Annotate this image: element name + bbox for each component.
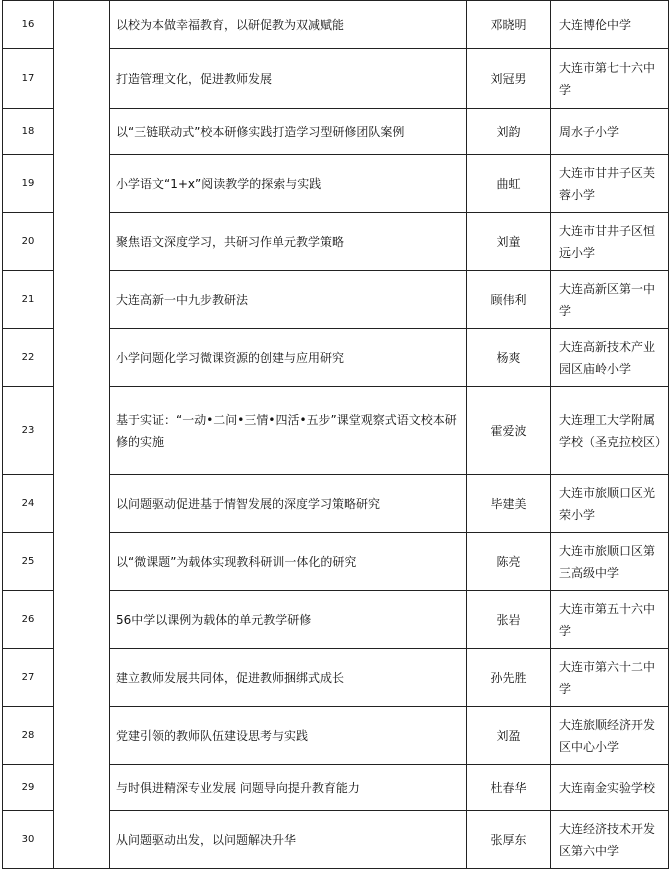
row-number: 20 xyxy=(3,213,54,271)
organization: 大连高新技术产业园区庙岭小学 xyxy=(551,329,669,387)
project-title: 基于实证：“一动•二问•三情•四活•五步”课堂观察式语文校本研修的实施 xyxy=(110,387,467,475)
organization: 大连高新区第一中学 xyxy=(551,271,669,329)
project-title: 聚焦语文深度学习，共研习作单元教学策略 xyxy=(110,213,467,271)
organization: 周水子小学 xyxy=(551,109,669,155)
project-title: 以问题驱动促进基于情智发展的深度学习策略研究 xyxy=(110,475,467,533)
row-number: 24 xyxy=(3,475,54,533)
organization: 大连市第五十六中学 xyxy=(551,591,669,649)
row-number: 28 xyxy=(3,707,54,765)
project-title: 以校为本做幸福教育，以研促教为双减赋能 xyxy=(110,1,467,49)
row-number: 18 xyxy=(3,109,54,155)
author-name: 曲虹 xyxy=(467,155,551,213)
organization: 大连经济技术开发区第六中学 xyxy=(551,811,669,869)
organization: 大连市旅顺口区光荣小学 xyxy=(551,475,669,533)
project-title: 小学语文“1+x”阅读教学的探索与实践 xyxy=(110,155,467,213)
organization: 大连南金实验学校 xyxy=(551,765,669,811)
row-number: 25 xyxy=(3,533,54,591)
organization: 大连市第七十六中学 xyxy=(551,49,669,109)
table-row xyxy=(3,1,669,49)
row-number: 27 xyxy=(3,649,54,707)
project-title: 小学问题化学习微课资源的创建与应用研究 xyxy=(110,329,467,387)
project-title: 与时俱进精深专业发展 问题导向提升教育能力 xyxy=(110,765,467,811)
row-number: 17 xyxy=(3,49,54,109)
author-name: 张厚东 xyxy=(467,811,551,869)
project-title: 建立教师发展共同体，促进教师捆绑式成长 xyxy=(110,649,467,707)
project-title: 56中学以课例为载体的单元教学研修 xyxy=(110,591,467,649)
project-title: 党建引领的教师队伍建设思考与实践 xyxy=(110,707,467,765)
author-name: 毕建美 xyxy=(467,475,551,533)
row-number: 26 xyxy=(3,591,54,649)
author-name: 刘韵 xyxy=(467,109,551,155)
organization: 大连博伦中学 xyxy=(551,1,669,49)
author-name: 杜春华 xyxy=(467,765,551,811)
organization: 大连市第六十二中学 xyxy=(551,649,669,707)
category-cell xyxy=(54,1,110,869)
organization: 大连理工大学附属学校（圣克拉校区） xyxy=(551,387,669,475)
author-name: 邓晓明 xyxy=(467,1,551,49)
author-name: 霍爱波 xyxy=(467,387,551,475)
author-name: 孙先胜 xyxy=(467,649,551,707)
row-number: 29 xyxy=(3,765,54,811)
author-name: 顾伟利 xyxy=(467,271,551,329)
project-title: 以“微课题”为载体实现教科研训一体化的研究 xyxy=(110,533,467,591)
author-name: 张岩 xyxy=(467,591,551,649)
project-title: 从问题驱动出发，以问题解决升华 xyxy=(110,811,467,869)
row-number: 21 xyxy=(3,271,54,329)
author-name: 刘冠男 xyxy=(467,49,551,109)
table-body xyxy=(3,1,669,869)
row-number: 22 xyxy=(3,329,54,387)
project-title: 打造管理文化，促进教师发展 xyxy=(110,49,467,109)
project-title: 以“三链联动式”校本研修实践打造学习型研修团队案例 xyxy=(110,109,467,155)
organization: 大连旅顺经济开发区中心小学 xyxy=(551,707,669,765)
row-number: 23 xyxy=(3,387,54,475)
organization: 大连市甘井子区恒远小学 xyxy=(551,213,669,271)
author-name: 杨爽 xyxy=(467,329,551,387)
organization: 大连市旅顺口区第三高级中学 xyxy=(551,533,669,591)
organization: 大连市甘井子区芙蓉小学 xyxy=(551,155,669,213)
row-number: 19 xyxy=(3,155,54,213)
author-name: 刘童 xyxy=(467,213,551,271)
row-number: 16 xyxy=(3,1,54,49)
row-number: 30 xyxy=(3,811,54,869)
author-name: 陈亮 xyxy=(467,533,551,591)
author-name: 刘盈 xyxy=(467,707,551,765)
achievement-table xyxy=(2,0,669,869)
project-title: 大连高新一中九步教研法 xyxy=(110,271,467,329)
